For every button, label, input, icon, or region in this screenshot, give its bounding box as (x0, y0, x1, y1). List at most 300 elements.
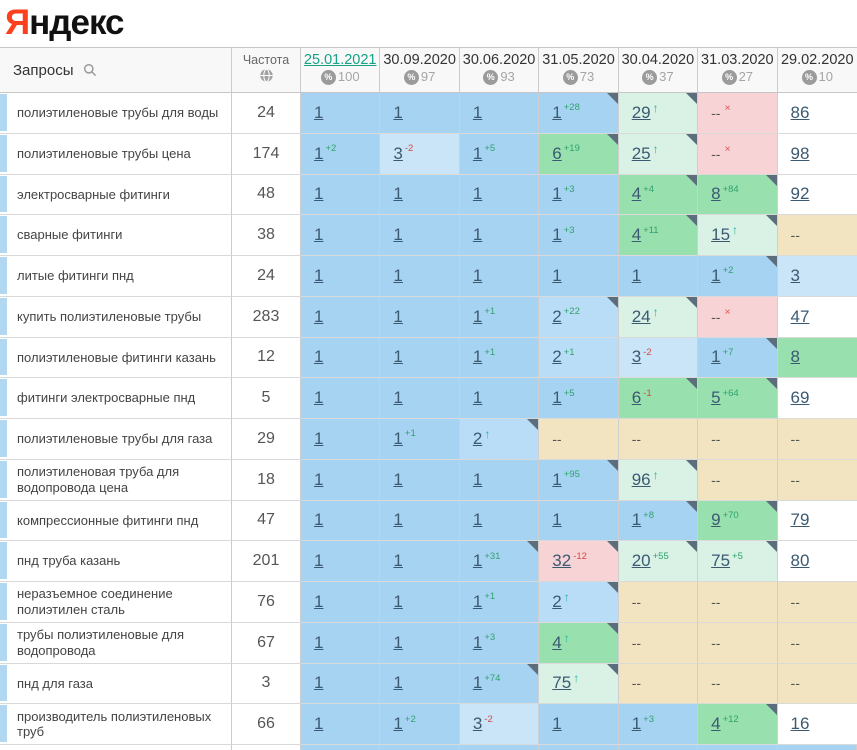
position-cell (380, 297, 459, 338)
position-gain-delta: +70 (722, 509, 739, 521)
frequency-cell: 18 (232, 460, 301, 501)
position-cell (698, 297, 777, 338)
table-row (0, 623, 857, 664)
coverage-indicator (698, 70, 776, 85)
position-cell (539, 460, 618, 501)
globe-icon[interactable] (259, 68, 274, 86)
position-cell (539, 623, 618, 664)
position-gain-delta: +1 (484, 591, 496, 603)
position-link[interactable]: 6 (631, 388, 642, 408)
snapshot-corner-marker (607, 664, 618, 675)
frequency-cell: 174 (232, 134, 301, 175)
position-link[interactable]: 1 (711, 347, 721, 367)
position-link[interactable]: 1 (314, 388, 324, 408)
position-cell (301, 582, 380, 623)
snapshot-corner-marker (766, 541, 777, 552)
date-column-header (539, 48, 618, 92)
position-link[interactable]: 1 (472, 469, 483, 489)
keyword-cell[interactable] (0, 460, 232, 501)
date-link[interactable]: 29.02.2020 (780, 52, 854, 68)
position-gain-delta: +1 (484, 346, 496, 358)
position-link[interactable]: 1 (552, 225, 562, 245)
position-link[interactable]: 92 (790, 184, 810, 204)
keyword-cell[interactable] (0, 664, 232, 705)
entered-top-arrow-icon: ↑ (563, 589, 570, 604)
position-link[interactable]: 32 (552, 551, 572, 571)
snapshot-corner-marker (766, 338, 777, 349)
position-gain-delta: +5 (484, 143, 496, 155)
position-gain-delta: +8 (643, 509, 654, 521)
no-position-value: -- (790, 430, 800, 447)
date-link[interactable]: 30.06.2020 (462, 52, 536, 68)
position-gain-delta: +2 (404, 713, 416, 725)
position-cell (301, 419, 380, 460)
position-gain-delta: +5 (732, 550, 743, 562)
position-link[interactable]: 1 (631, 714, 642, 734)
position-cell (460, 501, 539, 542)
position-gain-delta: +5 (563, 387, 575, 399)
position-link[interactable]: 1 (314, 510, 324, 530)
position-cell (698, 93, 777, 134)
position-link[interactable]: 2 (552, 591, 562, 611)
position-cell (539, 175, 618, 216)
date-column-header (460, 48, 539, 92)
position-cell (460, 378, 539, 419)
position-link[interactable]: 16 (790, 714, 810, 734)
position-link[interactable]: 3 (631, 347, 642, 367)
position-link[interactable]: 1 (314, 225, 324, 245)
table-body (0, 93, 857, 745)
row-tag-strip (0, 420, 7, 457)
position-link[interactable]: 1 (393, 551, 403, 571)
position-link[interactable]: 1 (393, 184, 403, 204)
position-cell (778, 623, 857, 664)
position-link[interactable]: 1 (552, 184, 562, 204)
position-cell (301, 460, 380, 501)
row-tag-strip (0, 461, 7, 498)
no-position-value: -- (631, 634, 642, 651)
position-link[interactable]: 4 (552, 632, 562, 652)
position-cell (778, 501, 857, 542)
position-cell (301, 175, 380, 216)
position-cell (778, 541, 857, 582)
partial-position-cell (460, 745, 539, 750)
date-column-header (619, 48, 698, 92)
snapshot-corner-marker (527, 664, 538, 675)
row-tag-strip (0, 298, 7, 335)
row-tag-strip (0, 705, 7, 742)
position-link[interactable]: 1 (393, 591, 403, 611)
position-cell (460, 175, 539, 216)
keyword-label: литые фитинги пнд (17, 268, 134, 284)
position-link[interactable]: 8 (711, 184, 721, 204)
position-cell (380, 501, 459, 542)
table-row (0, 460, 857, 501)
position-gain-delta: +12 (722, 713, 739, 725)
snapshot-corner-marker (607, 93, 618, 104)
position-cell (380, 704, 459, 745)
keyword-cell[interactable] (0, 501, 232, 542)
percent-icon: % (483, 70, 498, 85)
position-link[interactable]: 1 (472, 632, 483, 652)
keyword-cell[interactable] (0, 93, 232, 134)
date-link[interactable]: 30.09.2020 (383, 52, 456, 68)
position-gain-delta: +3 (563, 224, 575, 236)
position-drop-delta: -2 (484, 713, 493, 725)
position-cell (619, 664, 698, 705)
snapshot-corner-marker (686, 93, 697, 104)
position-link[interactable]: 1 (393, 469, 403, 489)
position-cell (778, 582, 857, 623)
position-link[interactable]: 1 (393, 632, 403, 652)
position-cell (460, 460, 539, 501)
snapshot-corner-marker (686, 378, 697, 389)
position-link[interactable]: 1 (472, 388, 483, 408)
frequency-cell: 67 (232, 623, 301, 664)
position-drop-delta: -2 (643, 346, 652, 358)
keyword-cell[interactable] (0, 134, 232, 175)
position-cell (539, 541, 618, 582)
position-link[interactable]: 2 (552, 306, 562, 326)
keyword-label: полиэтиленовые трубы для газа (17, 431, 213, 447)
table-row (0, 297, 857, 338)
position-cell (539, 297, 618, 338)
dropped-out-x-icon: × (724, 305, 731, 318)
date-link[interactable]: 30.04.2020 (621, 52, 695, 68)
position-cell (460, 256, 539, 297)
no-position-value: -- (711, 145, 721, 162)
snapshot-corner-marker (686, 215, 697, 226)
keyword-cell[interactable] (0, 256, 232, 297)
coverage-indicator (301, 70, 379, 85)
date-column-header (301, 48, 380, 92)
position-cell (539, 338, 618, 379)
coverage-value: 10 (818, 69, 833, 84)
no-position-value: -- (631, 430, 642, 447)
coverage-indicator (539, 70, 617, 85)
position-cell (539, 378, 618, 419)
position-link[interactable]: 1 (711, 265, 721, 285)
date-link[interactable]: 31.03.2020 (701, 52, 774, 68)
position-link[interactable]: 1 (472, 143, 483, 163)
position-cell (778, 297, 857, 338)
position-link[interactable]: 29 (631, 102, 651, 122)
position-link[interactable]: 4 (711, 714, 721, 734)
position-cell (460, 704, 539, 745)
position-cell (698, 256, 777, 297)
keyword-label: фитинги электросварные пнд (17, 390, 196, 406)
position-cell (619, 704, 698, 745)
position-cell (460, 215, 539, 256)
position-link[interactable]: 1 (552, 469, 562, 489)
position-link[interactable]: 79 (790, 510, 810, 530)
position-cell (778, 460, 857, 501)
snapshot-corner-marker (766, 378, 777, 389)
frequency-header (232, 48, 301, 92)
position-link[interactable]: 24 (631, 306, 651, 326)
position-cell (460, 623, 539, 664)
no-position-value: -- (631, 593, 642, 610)
position-link[interactable]: 1 (314, 265, 324, 285)
position-link[interactable]: 1 (472, 591, 483, 611)
position-gain-delta: +28 (563, 102, 580, 114)
frequency-cell: 283 (232, 297, 301, 338)
position-link[interactable]: 1 (393, 265, 403, 285)
position-cell (301, 93, 380, 134)
position-cell (698, 175, 777, 216)
position-link[interactable]: 1 (552, 388, 562, 408)
position-link[interactable]: 47 (790, 306, 810, 326)
position-link[interactable]: 1 (472, 102, 483, 122)
keyword-cell[interactable] (0, 704, 232, 745)
position-link[interactable]: 1 (552, 265, 562, 285)
no-position-value: -- (790, 675, 800, 692)
position-cell (539, 93, 618, 134)
row-tag-strip (0, 216, 7, 253)
search-icon[interactable] (83, 63, 97, 77)
position-link[interactable]: 4 (631, 184, 642, 204)
position-link[interactable]: 1 (393, 673, 403, 693)
position-link[interactable]: 6 (552, 143, 562, 163)
position-cell (778, 378, 857, 419)
keyword-cell[interactable] (0, 378, 232, 419)
partial-query-cell (0, 745, 232, 750)
position-link[interactable]: 1 (631, 265, 642, 285)
position-link[interactable]: 1 (393, 428, 403, 448)
position-cell (380, 378, 459, 419)
position-link[interactable]: 98 (790, 143, 810, 163)
position-link[interactable]: 80 (790, 551, 810, 571)
keyword-label: пнд для газа (17, 675, 93, 691)
position-cell (698, 623, 777, 664)
keyword-label: полиэтиленовые фитинги казань (17, 349, 216, 365)
position-link[interactable]: 1 (314, 591, 324, 611)
table-row (0, 582, 857, 623)
position-cell (698, 541, 777, 582)
positions-table (0, 47, 857, 750)
keyword-cell[interactable] (0, 338, 232, 379)
keyword-label: неразъемное соединение полиэтилен сталь (17, 586, 173, 617)
position-link[interactable]: 1 (314, 102, 324, 122)
frequency-cell: 48 (232, 175, 301, 216)
position-link[interactable]: 1 (393, 225, 403, 245)
no-position-value: -- (790, 634, 800, 651)
partial-position-cell (619, 745, 698, 750)
position-cell (301, 256, 380, 297)
position-link[interactable]: 75 (711, 551, 731, 571)
position-link[interactable]: 1 (314, 632, 324, 652)
position-cell (778, 175, 857, 216)
position-cell (380, 134, 459, 175)
row-tag-strip (0, 94, 7, 131)
keyword-label: полиэтиленовые трубы цена (17, 145, 191, 161)
position-cell (380, 664, 459, 705)
position-link[interactable]: 3 (472, 714, 483, 734)
row-tag-strip (0, 583, 7, 620)
position-link[interactable]: 5 (711, 388, 721, 408)
keyword-label: электросварные фитинги (17, 186, 170, 202)
position-link[interactable]: 1 (472, 673, 483, 693)
table-header-row (0, 48, 857, 93)
snapshot-corner-marker (527, 541, 538, 552)
position-link[interactable]: 3 (790, 265, 800, 285)
position-cell (460, 541, 539, 582)
keyword-cell[interactable] (0, 297, 232, 338)
position-gain-delta: +2 (325, 143, 337, 155)
position-cell (698, 378, 777, 419)
position-link[interactable]: 1 (314, 469, 324, 489)
snapshot-corner-marker (686, 501, 697, 512)
position-link[interactable]: 15 (711, 225, 731, 245)
position-cell (619, 338, 698, 379)
row-tag-strip (0, 176, 7, 213)
yandex-logo-letter: Я (5, 3, 30, 42)
entered-top-arrow-icon: ↑ (573, 671, 580, 686)
position-link[interactable]: 1 (314, 184, 324, 204)
table-row (0, 338, 857, 379)
position-cell (619, 215, 698, 256)
position-link[interactable]: 1 (472, 265, 483, 285)
percent-icon: % (802, 70, 817, 85)
position-cell (619, 378, 698, 419)
frequency-cell: 24 (232, 256, 301, 297)
position-gain-delta: +1 (404, 428, 416, 440)
no-position-value: -- (631, 675, 642, 692)
keyword-cell[interactable] (0, 215, 232, 256)
frequency-cell: 12 (232, 338, 301, 379)
position-link[interactable]: 75 (552, 673, 572, 693)
position-link[interactable]: 8 (790, 347, 800, 367)
queries-header-label: Запросы (13, 61, 74, 79)
position-link[interactable]: 1 (393, 102, 403, 122)
position-link[interactable]: 1 (314, 143, 324, 163)
position-link[interactable]: 4 (631, 225, 642, 245)
position-link[interactable]: 1 (552, 714, 562, 734)
position-link[interactable]: 1 (393, 347, 403, 367)
percent-icon: % (404, 70, 419, 85)
position-link[interactable]: 1 (472, 306, 483, 326)
position-cell (301, 378, 380, 419)
keyword-label: сварные фитинги (17, 227, 123, 243)
keyword-cell[interactable] (0, 419, 232, 460)
keyword-cell[interactable] (0, 623, 232, 664)
position-gain-delta: +22 (563, 306, 580, 318)
no-position-value: -- (790, 593, 800, 610)
position-cell (698, 704, 777, 745)
snapshot-corner-marker (607, 134, 618, 145)
position-cell (380, 541, 459, 582)
position-cell (380, 175, 459, 216)
position-gain-delta: +74 (484, 672, 501, 684)
position-cell (539, 501, 618, 542)
position-link[interactable]: 1 (393, 510, 403, 530)
position-link[interactable]: 20 (631, 551, 651, 571)
position-link[interactable]: 1 (472, 347, 483, 367)
position-cell (380, 419, 459, 460)
snapshot-corner-marker (607, 460, 618, 471)
position-cell (539, 664, 618, 705)
row-tag-strip (0, 624, 7, 661)
keyword-label: полиэтиленовая труба для водопровода цена (17, 464, 180, 495)
keyword-label: производитель полиэтиленовых труб (17, 708, 212, 740)
position-link[interactable]: 1 (472, 184, 483, 204)
position-link[interactable]: 1 (472, 225, 483, 245)
no-position-value: -- (711, 471, 721, 488)
position-link[interactable]: 2 (552, 347, 562, 367)
position-link[interactable]: 1 (314, 347, 324, 367)
position-cell (539, 419, 618, 460)
position-link[interactable]: 1 (552, 510, 562, 530)
position-gain-delta: +11 (643, 224, 659, 236)
position-link[interactable]: 1 (314, 673, 324, 693)
frequency-cell: 24 (232, 93, 301, 134)
position-link[interactable]: 1 (314, 551, 324, 571)
position-cell (301, 338, 380, 379)
snapshot-corner-marker (686, 134, 697, 145)
yandex-logo-rest: ндекс (29, 3, 124, 42)
date-link[interactable]: 25.01.2021 (303, 52, 377, 68)
position-link[interactable]: 1 (393, 388, 403, 408)
position-link[interactable]: 2 (472, 428, 483, 448)
coverage-value: 100 (337, 69, 360, 84)
position-link[interactable]: 1 (314, 306, 324, 326)
position-gain-delta: +1 (563, 346, 575, 358)
no-position-value: -- (711, 634, 721, 651)
position-cell (301, 134, 380, 175)
keyword-label: трубы полиэтиленовые для водопровода (17, 627, 185, 658)
position-link[interactable]: 86 (790, 102, 810, 122)
position-link[interactable]: 69 (790, 388, 810, 408)
snapshot-corner-marker (607, 541, 618, 552)
snapshot-corner-marker (686, 460, 697, 471)
position-gain-delta: +64 (722, 387, 739, 399)
position-cell (301, 215, 380, 256)
coverage-value: 93 (500, 69, 515, 84)
position-link[interactable]: 9 (711, 510, 721, 530)
position-link[interactable]: 3 (393, 143, 403, 163)
date-column-header (380, 48, 459, 92)
position-link[interactable]: 96 (631, 469, 651, 489)
position-link[interactable]: 1 (552, 102, 562, 122)
date-link[interactable]: 31.05.2020 (542, 52, 615, 68)
position-link[interactable]: 1 (631, 510, 642, 530)
snapshot-corner-marker (527, 419, 538, 430)
position-gain-delta: +55 (652, 550, 669, 562)
table-row (0, 501, 857, 542)
position-link[interactable]: 1 (472, 510, 483, 530)
row-tag-strip (0, 135, 7, 172)
position-cell (619, 175, 698, 216)
position-link[interactable]: 1 (393, 714, 403, 734)
keyword-cell[interactable] (0, 541, 232, 582)
position-cell (778, 215, 857, 256)
keyword-cell[interactable] (0, 175, 232, 216)
position-link[interactable]: 1 (314, 714, 324, 734)
position-cell (619, 541, 698, 582)
table-row (0, 664, 857, 705)
keyword-cell[interactable] (0, 582, 232, 623)
position-link[interactable]: 1 (393, 306, 403, 326)
no-position-value: -- (711, 675, 721, 692)
partial-position-cell (380, 745, 459, 750)
coverage-value: 73 (579, 69, 595, 84)
frequency-cell: 76 (232, 582, 301, 623)
position-link[interactable]: 1 (314, 428, 324, 448)
position-link[interactable]: 25 (631, 143, 651, 163)
position-link[interactable]: 1 (472, 551, 483, 571)
position-cell (380, 338, 459, 379)
no-position-value: -- (711, 593, 721, 610)
